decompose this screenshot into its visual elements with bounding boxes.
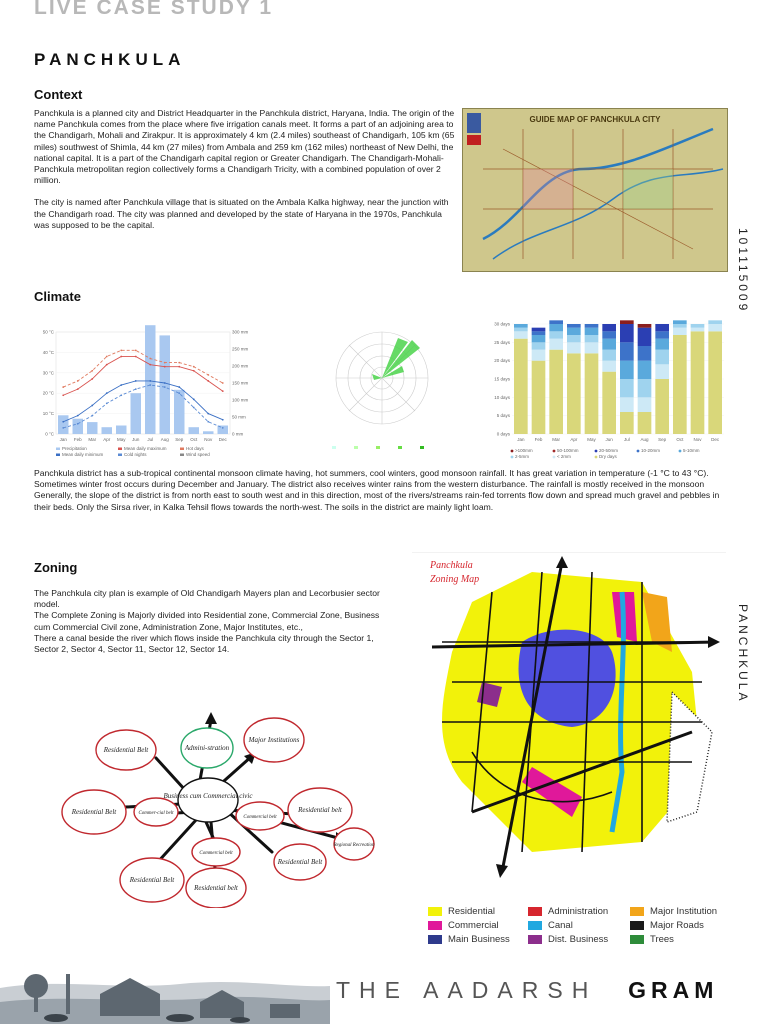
chart1-point (193, 370, 195, 372)
legend-swatch (630, 935, 644, 944)
chart1-point (164, 382, 166, 384)
side-city-label: PANCHKULA (736, 604, 750, 704)
chart1-point (120, 394, 122, 396)
diagram-node-12: Residential belt (194, 884, 238, 892)
chart1-legend-swatch (180, 454, 184, 457)
chart2-x-tick: Apr (570, 437, 578, 442)
chart2-stack-segment (567, 342, 581, 353)
chart2-stack-segment (638, 412, 652, 434)
chart1-precip-bar (160, 335, 171, 434)
chart1-x-tick: Oct (190, 437, 198, 442)
chart1-point (77, 415, 79, 417)
chart1-point (106, 392, 108, 394)
context-text (34, 108, 458, 242)
chart1-x-tick: Sep (175, 437, 184, 442)
chart1-point (120, 356, 122, 358)
chart1-point (193, 398, 195, 400)
chart2-stack-segment (620, 397, 634, 412)
chart2-stack-segment (673, 320, 687, 324)
chart2-stack-segment (585, 335, 599, 342)
diagram-center-label: Business cum Commercial civic (163, 792, 253, 800)
chart1-y2-tick: 50 mm (232, 414, 246, 420)
chart2-legend-swatch (511, 450, 514, 453)
chart1-precip-bar (73, 419, 84, 434)
chart1-legend-label: Hot days (186, 446, 204, 451)
chart2-stack-segment (514, 328, 528, 332)
chart2-stack-segment (638, 397, 652, 412)
legend-item-dist-business (528, 934, 630, 945)
chart1-precip-bar (131, 393, 142, 434)
chart2-legend-swatch (553, 450, 556, 453)
chart2-stack-segment (585, 342, 599, 353)
chart1-legend-swatch (56, 448, 60, 451)
legend-swatch (428, 907, 442, 916)
chart2-stack-segment (602, 331, 616, 338)
chart1-point (164, 386, 166, 388)
chart1-legend-label: Wind speed (186, 452, 210, 457)
chart2-legend-label: < 2mm (557, 454, 571, 459)
chart2-stack-segment (602, 361, 616, 372)
chart2-legend-label: 20-50mm (599, 448, 619, 453)
chart1-point (178, 362, 180, 364)
chart2-stack-segment (638, 324, 652, 328)
footer-brand-light: THE AADARSH (336, 977, 598, 1003)
climate-text (34, 468, 724, 513)
chart1-legend-label: Precipitation (62, 446, 87, 451)
chart2-legend-swatch (553, 456, 556, 459)
side-id-label: 101115009 (736, 228, 750, 314)
chart1-point (106, 403, 108, 405)
chart2-legend-label: 2-5mm (515, 454, 530, 459)
chart2-stack-segment (655, 364, 669, 379)
chart1-x-tick: Aug (160, 437, 169, 442)
chart1-point (77, 380, 79, 382)
chart1-precip-bar (145, 325, 156, 434)
chart2-stack-segment (620, 361, 634, 379)
chart2-stack-segment (638, 361, 652, 379)
chart1-point (91, 378, 93, 380)
chart1-precip-bar (87, 422, 98, 434)
chart2-x-tick: Nov (693, 437, 702, 442)
chart2-legend-swatch (595, 450, 598, 453)
chart1-point (207, 413, 209, 415)
chart2-stack-segment (673, 335, 687, 434)
legend-item-canal (528, 920, 630, 931)
zoning-text (34, 588, 384, 655)
chart2-y-tick: 10 days (494, 394, 510, 400)
chart2-x-tick: Mar (552, 437, 561, 442)
chart2-stack-segment (549, 350, 563, 434)
chart2-stack-segment (708, 320, 722, 324)
chart1-legend-label: Cold nights (124, 452, 147, 457)
chart1-x-tick: May (116, 437, 126, 442)
diagram-node-6: Commercial belt (243, 815, 277, 820)
chart2-stack-segment (532, 342, 546, 349)
chart1-point (178, 386, 180, 388)
legend-item-main-business (428, 934, 528, 945)
chart1-precip-bar (189, 427, 200, 434)
temperature-chart (34, 324, 260, 460)
chart1-point (207, 380, 209, 382)
chart1-x-tick: Dec (218, 437, 227, 442)
chart2-legend-swatch (511, 456, 514, 459)
chart1-point (207, 374, 209, 376)
footer-brand-bold: GRAM (628, 977, 719, 1003)
chart1-point (149, 364, 151, 366)
chart2-legend-label: >100mm (515, 448, 533, 453)
legend-item-major-roads (630, 920, 730, 931)
chart1-x-tick: Apr (103, 437, 111, 442)
chart1-point (106, 364, 108, 366)
zoning-para-1: The Panchkula city plan is example of Old Chandigarh Mayers plan and Lecorbusier sector model. (34, 588, 380, 610)
chart1-y2-tick: 300 mm (232, 329, 249, 335)
chart2-stack-segment (691, 331, 705, 434)
chart2-stack-segment (655, 331, 669, 338)
legend-label: Dist. Business (548, 934, 609, 945)
chart1-point (193, 407, 195, 409)
chart1-y2-tick: 150 mm (232, 380, 249, 386)
chart2-stack-segment (532, 328, 546, 332)
chart1-point (207, 421, 209, 423)
wind-rose-chart (326, 324, 446, 456)
chart1-point (120, 384, 122, 386)
chart1-y2-tick: 250 mm (232, 346, 249, 352)
chart2-legend-label: Dry days (599, 454, 617, 459)
chart1-legend-label: Mean daily minimum (62, 452, 104, 457)
chart2-stack-segment (549, 320, 563, 324)
climate-para-1: Panchkula district has a sub-tropical continental monsoon climate having, hot summers, cool winters, good monsoon rainfall. It has great variation in temperature (-1 °C to 43 °C). Sometimes winter frost occurs during December and January. The district also receives winter rains from the western disturbance. The rainfall is mostly received in the monsoon (34, 468, 709, 490)
chart2-stack-segment (532, 335, 546, 342)
chart2-stack-segment (602, 339, 616, 350)
chart2-x-tick: May (587, 437, 596, 442)
chart1-point (135, 380, 137, 382)
zoning-legend (428, 906, 728, 945)
diagram-node-11: Residential Belt (129, 876, 175, 884)
legend-swatch (428, 935, 442, 944)
chart1-y2-tick: 200 mm (232, 363, 249, 369)
chart2-stack-segment (514, 331, 528, 338)
chart1-point (91, 415, 93, 417)
chart2-stack-segment (567, 335, 581, 342)
chart2-stack-segment (602, 350, 616, 361)
diagram-node-1: Residential Belt (103, 746, 149, 754)
chart2-stack-segment (620, 320, 634, 324)
diagram-node-7: Residential belt (298, 806, 342, 814)
chart2-stack-segment (532, 331, 546, 335)
chart2-x-tick: Feb (534, 437, 543, 442)
chart1-y-tick: 20 °C (42, 390, 54, 396)
legend-item-administration (528, 906, 630, 917)
chart2-legend-swatch (679, 450, 682, 453)
chart1-point (222, 419, 224, 421)
chart1-legend-swatch (180, 448, 184, 451)
chart2-stack-segment (567, 324, 581, 328)
chart2-legend-label: 10-20mm (641, 448, 661, 453)
chart2-stack-segment (638, 328, 652, 346)
zoning-map-title-1: Panchkula (430, 560, 473, 571)
legend-label: Commercial (448, 920, 499, 931)
chart1-point (62, 427, 64, 429)
chart2-stack-segment (708, 331, 722, 434)
chart2-x-tick: Jul (623, 437, 630, 442)
chart1-precip-bar (58, 415, 69, 434)
climate-heading: Climate (34, 289, 81, 304)
chart1-precip-bar (174, 390, 185, 434)
chart2-stack-segment (655, 350, 669, 365)
zoning-para-2: The Complete Zoning is Majorly divided into Residential zone, Commercial Zone, Business cum Commercial Civil zone, Administration Zone, Major Institutes, etc., (34, 610, 380, 632)
section-header: LIVE CASE STUDY 1 (34, 0, 273, 19)
chart1-point (77, 388, 79, 390)
chart1-point (193, 366, 195, 368)
legend-label: Residential (448, 906, 495, 917)
chart1-y-tick: 10 °C (42, 411, 54, 417)
diagram-node-4: Residential Belt (71, 808, 117, 816)
chart2-stack-segment (655, 324, 669, 331)
legend-swatch (528, 921, 542, 930)
chart1-point (149, 358, 151, 360)
chart1-point (222, 382, 224, 384)
chart2-legend-swatch (595, 456, 598, 459)
chart1-point (91, 370, 93, 372)
chart1-x-tick: Jul (147, 437, 154, 442)
chart1-x-tick: Mar (88, 437, 97, 442)
chart1-point (135, 356, 137, 358)
chart2-stack-segment (655, 379, 669, 434)
chart2-x-tick: Jun (605, 437, 613, 442)
chart2-stack-segment (514, 339, 528, 434)
chart2-x-tick: Jan (517, 437, 525, 442)
chart2-stack-segment (620, 412, 634, 434)
chart1-point (135, 388, 137, 390)
chart2-stack-segment (708, 324, 722, 331)
legend-label: Trees (650, 934, 674, 945)
legend-label: Major Roads (650, 920, 704, 931)
guide-map-image (462, 108, 728, 272)
chart2-stack-segment (602, 372, 616, 434)
chart2-stack-segment (567, 328, 581, 335)
chart1-series-line (63, 350, 223, 387)
chart1-point (178, 392, 180, 394)
chart2-stack-segment (620, 342, 634, 360)
chart2-stack-segment (673, 328, 687, 335)
chart2-x-tick: Oct (676, 437, 684, 442)
legend-swatch (630, 921, 644, 930)
chart1-point (149, 384, 151, 386)
chart2-x-tick: Dec (711, 437, 720, 442)
chart1-point (62, 421, 64, 423)
legend-label: Main Business (448, 934, 510, 945)
chart1-y2-tick: 100 mm (232, 397, 249, 403)
chart1-point (149, 380, 151, 382)
legend-label: Canal (548, 920, 573, 931)
context-para-2: The city is named after Panchkula village that is situated on the Ambala Kalka highway, near the junction with the Chandigarh road. The city was planned and developed by the state of Haryana in the 1970s, Panchkula was supposed to be the capital. (34, 197, 449, 230)
diagram-node-3: Major Institutions (248, 736, 300, 744)
chart2-stack-segment (585, 324, 599, 328)
diagram-node-8: Regional Recreation (333, 843, 375, 848)
chart2-y-tick: 5 days (496, 413, 510, 419)
chart1-series-line (63, 356, 223, 395)
legend-swatch (630, 907, 644, 916)
chart2-y-tick: 30 days (494, 321, 510, 327)
chart2-legend-swatch (637, 450, 640, 453)
chart1-y-tick: 50 °C (42, 329, 54, 335)
chart1-series-line (63, 385, 223, 428)
legend-item-major-institution (630, 906, 730, 917)
chart2-y-tick: 0 days (496, 431, 510, 437)
diagram-node-9: Commercial belt (199, 851, 233, 856)
precipitation-days-chart (484, 316, 730, 466)
chart1-point (77, 423, 79, 425)
chart1-point (135, 349, 137, 351)
chart2-y-tick: 15 days (494, 376, 510, 382)
chart1-point (62, 386, 64, 388)
zoning-para-3: There a canal beside the river which flows inside the Panchkula city through the Sector 1, Sector 2, Sector 4, Sector 11, Sector 12, Sector 14. (34, 632, 374, 655)
chart1-point (222, 427, 224, 429)
legend-swatch (528, 907, 542, 916)
footer-brand (336, 977, 718, 1004)
chart2-stack-segment (655, 339, 669, 350)
chart1-point (178, 366, 180, 368)
chart2-legend-label: 50-100mm (557, 448, 579, 453)
chart2-stack-segment (691, 324, 705, 328)
chart1-point (222, 390, 224, 392)
chart1-point (120, 349, 122, 351)
chart2-stack-segment (532, 350, 546, 361)
chart1-y-tick: 30 °C (42, 370, 54, 376)
chart1-precip-bar (116, 426, 127, 435)
chart1-legend-swatch (118, 448, 122, 451)
guide-map-title: GUIDE MAP OF PANCHKULA CITY (529, 115, 661, 124)
chart1-point (62, 394, 64, 396)
chart2-y-tick: 25 days (494, 339, 510, 345)
chart1-precip-bar (102, 427, 113, 434)
chart2-stack-segment (549, 339, 563, 350)
chart2-stack-segment (514, 324, 528, 328)
diagram-node-2: Admini-stration (184, 744, 230, 752)
chart2-stack-segment (585, 328, 599, 335)
chart2-stack-segment (638, 379, 652, 397)
diagram-node-5: Commer-cial belt (138, 811, 174, 816)
legend-swatch (428, 921, 442, 930)
chart1-point (91, 405, 93, 407)
chart1-point (164, 362, 166, 364)
context-para-1: Panchkula is a planned city and District Headquarter in the Panchkula district, Haryana, India. The origin of the name Panchkula comes from the place where five irrigation canals meet. It forms a part of an adjoining area to the Chandigarh, Mohali and Zirakpur. It is approximately 4 km (2.4 miles) southeast of Chandigarh, 105 km (65 miles) southwest of Shimla, 44 km (27 miles) from Ambala and 259 km (162 miles) northeast of New Delhi, the national capital. It is a part of the Chandigarh capital region or Greater Chandigarh. The Chandigarh-Mohali-Panchkula metropolitan region collectively forms a Chandigarh Tricity, with a combined population of over 2 million. (34, 108, 455, 186)
zoning-concept-diagram (56, 712, 376, 908)
chart1-precip-bar (203, 431, 214, 434)
page-title: PANCHKULA (34, 50, 186, 69)
legend-swatch (528, 935, 542, 944)
legend-label: Major Institution (650, 906, 718, 917)
chart1-x-tick: Feb (73, 437, 82, 442)
chart2-stack-segment (638, 346, 652, 361)
chart2-stack-segment (567, 353, 581, 434)
chart2-stack-segment (602, 324, 616, 331)
village-silhouette (0, 958, 330, 1024)
climate-para-2: Generally, the slope of the district is from north east to south west and in this direction, most of the rivers/streams rain-fed torrents flow down and spread much gravel and pebbles in their beds. Only the Sirsa river, in Kalka Tehsil flows towards the north-west. The soils in the district are mainly light loam. (34, 490, 720, 512)
chart2-x-tick: Sep (658, 437, 667, 442)
chart2-stack-segment (549, 331, 563, 338)
zoning-map-image (412, 552, 726, 902)
chart2-stack-segment (673, 324, 687, 328)
chart1-point (164, 366, 166, 368)
chart2-y-tick: 20 days (494, 358, 510, 364)
legend-item-residential (428, 906, 528, 917)
chart2-stack-segment (532, 361, 546, 434)
context-heading: Context (34, 87, 83, 102)
chart2-stack-segment (620, 324, 634, 342)
chart1-y-tick: 40 °C (42, 349, 54, 355)
chart2-stack-segment (585, 353, 599, 434)
legend-label: Administration (548, 906, 609, 917)
chart1-legend-label: Mean daily maximum (124, 446, 167, 451)
chart1-x-tick: Jun (132, 437, 140, 442)
chart1-legend-swatch (56, 454, 60, 457)
chart1-x-tick: Nov (204, 437, 213, 442)
chart1-y2-tick: 0 mm (232, 431, 244, 437)
chart2-stack-segment (691, 328, 705, 332)
chart2-stack-segment (620, 379, 634, 397)
legend-item-trees (630, 934, 730, 945)
zoning-map-title-2: Zoning Map (430, 574, 480, 585)
chart1-x-tick: Jan (59, 437, 67, 442)
legend-item-commercial (428, 920, 528, 931)
chart2-x-tick: Aug (640, 437, 649, 442)
chart1-legend-swatch (118, 454, 122, 457)
chart2-stack-segment (549, 324, 563, 331)
chart1-point (106, 356, 108, 358)
chart2-legend-label: 5-10mm (683, 448, 700, 453)
diagram-node-10: Residential Belt (277, 858, 323, 866)
zoning-heading: Zoning (34, 560, 78, 575)
chart1-y-tick: 0 °C (45, 431, 54, 437)
